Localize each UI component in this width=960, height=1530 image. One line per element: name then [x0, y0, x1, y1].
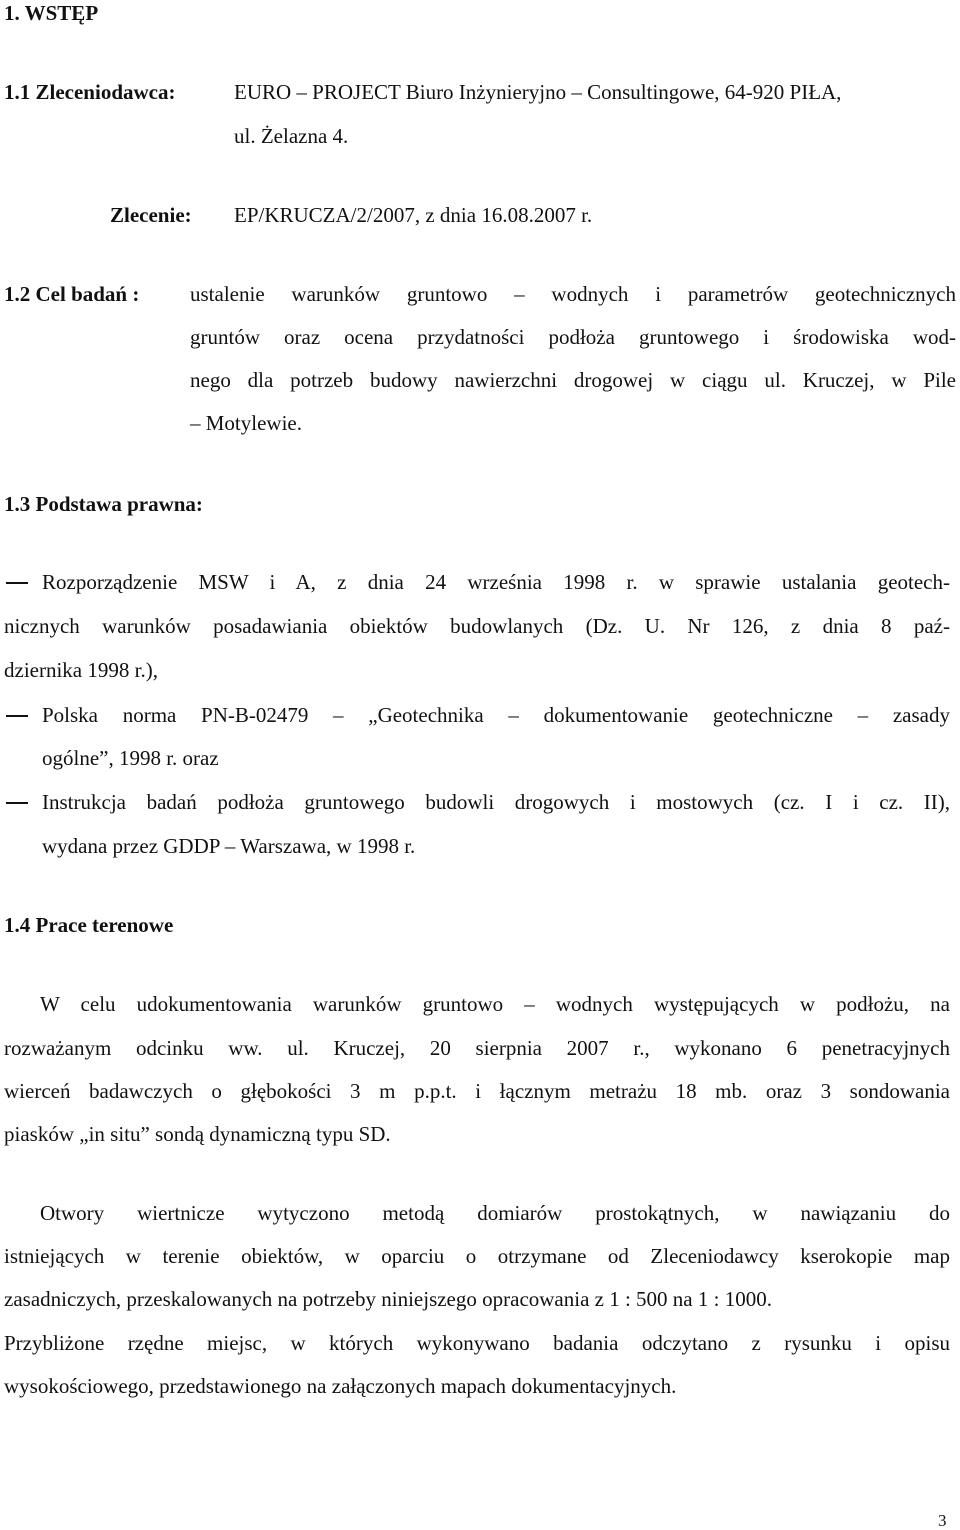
client-label: 1.1 Zleceniodawca:	[4, 80, 176, 104]
purpose-line: nego dla potrzeb budowy nawierzchni drogowej w ciągu ul. Kruczej, w Pile	[190, 368, 956, 392]
page-number: 3	[938, 1511, 947, 1530]
item-line: ogólne”, 1998 r. oraz	[42, 746, 219, 770]
bullet-dash	[6, 715, 28, 717]
paragraph-line: rozważanym odcinku ww. ul. Kruczej, 20 sierpnia 2007 r., wykonano 6 penetracyjnych	[4, 1036, 950, 1060]
paragraph-line: piasków „in situ” sondą dynamiczną typu SD.	[4, 1122, 391, 1146]
paragraph-line: Otwory wiertnicze wytyczono metodą domiarów prostokątnych, w nawiązaniu do	[40, 1201, 950, 1225]
purpose-line: ustalenie warunków gruntowo – wodnych i parametrów geotechnicznych	[190, 282, 956, 306]
paragraph-line: wysokościowego, przedstawionego na załączonych mapach dokumentacyjnych.	[4, 1374, 677, 1398]
paragraph-line: Przybliżone rzędne miejsc, w których wykonywano badania odczytano z rysunku i opisu	[4, 1331, 950, 1355]
bullet-dash	[6, 802, 28, 804]
item-line: Rozporządzenie MSW i A, z dnia 24 września 1998 r. w sprawie ustalania geotech-	[42, 570, 950, 594]
purpose-label: 1.2 Cel badań :	[4, 282, 140, 306]
purpose-line: gruntów oraz ocena przydatności podłoża gruntowego i środowiska wod-	[190, 325, 956, 349]
item-line: dziernika 1998 r.),	[4, 658, 158, 682]
bullet-dash	[6, 582, 28, 584]
client-line-1: EURO – PROJECT Biuro Inżynieryjno – Consultingowe, 64-920 PIŁA,	[234, 80, 842, 104]
paragraph-line: istniejących w terenie obiektów, w oparciu o otrzymane od Zleceniodawcy kserokopie map	[4, 1244, 950, 1268]
section-heading: 1. WSTĘP	[4, 1, 99, 25]
item-line: nicznych warunków posadawiania obiektów budowlanych (Dz. U. Nr 126, z dnia 8 paź-	[4, 614, 950, 638]
fieldwork-label: 1.4 Prace terenowe	[4, 913, 174, 937]
item-line: Polska norma PN-B-02479 – „Geotechnika – dokumentowanie geotechniczne – zasady	[42, 703, 950, 727]
purpose-line: – Motylewie.	[190, 411, 302, 435]
item-line: wydana przez GDDP – Warszawa, w 1998 r.	[42, 834, 416, 858]
item-line: Instrukcja badań podłoża gruntowego budowli drogowych i mostowych (cz. I i cz. II),	[42, 790, 950, 814]
order-value: EP/KRUCZA/2/2007, z dnia 16.08.2007 r.	[234, 203, 593, 227]
order-label: Zlecenie:	[110, 203, 192, 227]
paragraph-line: zasadniczych, przeskalowanych na potrzeby niniejszego opracowania z 1 : 500 na 1 : 1000.	[4, 1287, 772, 1311]
client-line-2: ul. Żelazna 4.	[234, 124, 349, 148]
legal-basis-label: 1.3 Podstawa prawna:	[4, 492, 203, 516]
paragraph-line: W celu udokumentowania warunków gruntowo – wodnych występujących w podłożu, na	[40, 992, 950, 1016]
paragraph-line: wierceń badawczych o głębokości 3 m p.p.t. i łącznym metrażu 18 mb. oraz 3 sondowania	[4, 1079, 950, 1103]
